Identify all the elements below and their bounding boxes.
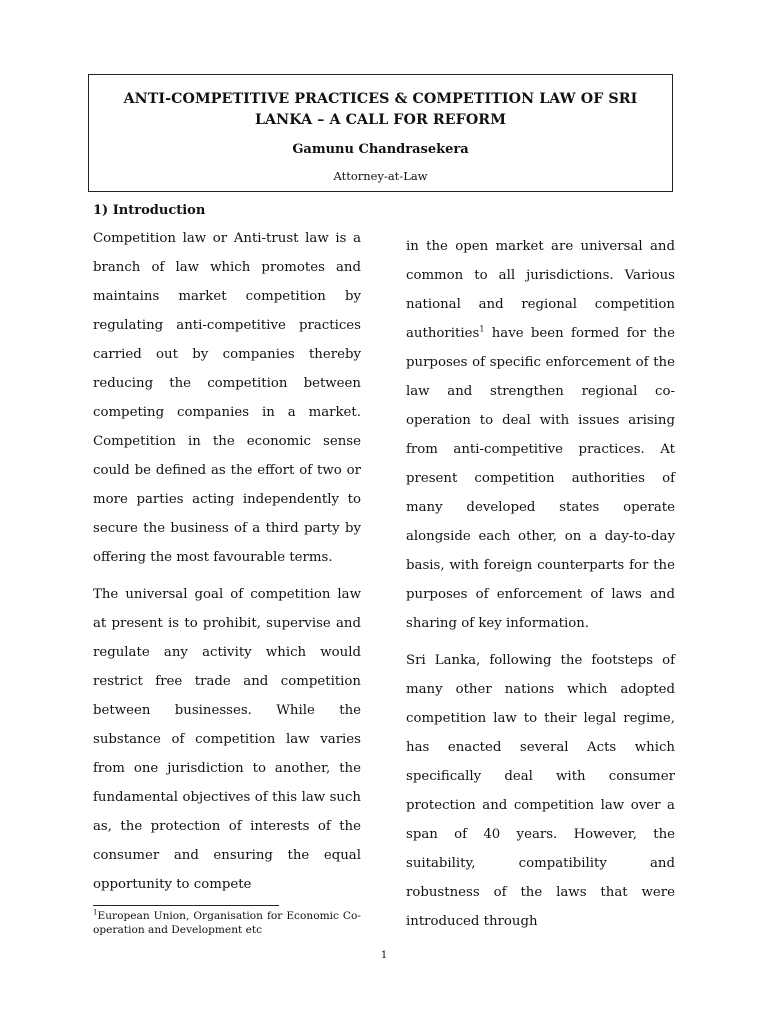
paragraph-text: in the open market are universal and common to all jurisdictions. Various national and regional competition authorities [406, 239, 675, 341]
left-column [93, 224, 361, 899]
paragraph: The universal goal of competition law at present is to prohibit, supervise and regulate any activity which would restrict free trade and competition between businesses. While the substance of competition law varies from one jurisdiction to another, the fundamental objectives of this law such as, the protection of interests of the consumer and ensuring the equal opportunity to compete [93, 587, 361, 892]
paragraph [406, 232, 675, 638]
paragraph-text: have been formed for the purposes of specific enforcement of the law and strengthen regional co-operation to deal with issues arising from anti-competitive practices. At present competition authorities of many developed states operate alongside each other, on a day-to-day basis, with foreign counterparts for the purposes of enforcement of laws and sharing of key information. [406, 326, 675, 631]
author-name: Gamunu Chandrasekera [292, 142, 469, 157]
paragraph: Sri Lanka, following the footsteps of many other nations which adopted competition law to their legal regime, has enacted several Acts which specifically deal with consumer protection and competition law over a span of 40 years. However, the suitability, compatibility and robustness of the laws that were introduced through [406, 653, 675, 929]
section-heading: 1) Introduction [93, 203, 206, 218]
paper-title: ANTI-COMPETITIVE PRACTICES & COMPETITION LAW OF SRI LANKA – A CALL FOR REFORM [123, 91, 638, 128]
footnote [93, 909, 361, 937]
footnote-divider [93, 905, 279, 906]
author-role: Attorney-at-Law [333, 169, 428, 183]
right-column [406, 232, 675, 936]
footnote-marker: 1 [93, 908, 98, 917]
page-number: 1 [380, 950, 388, 961]
title-box [88, 74, 673, 192]
paragraph: Competition law or Anti-trust law is a branch of law which promotes and maintains market competition by regulating anti-competitive practices carried out by companies thereby reducing the competition between competing companies in a market. Competition in the economic sense could be defined as the effort of two or more parties acting independently to secure the business of a third party by offering the most favourable terms. [93, 231, 361, 565]
footnote-text: European Union, Organisation for Economic Co-operation and Development etc [93, 910, 361, 936]
footnote-reference[interactable]: 1 [479, 324, 485, 334]
